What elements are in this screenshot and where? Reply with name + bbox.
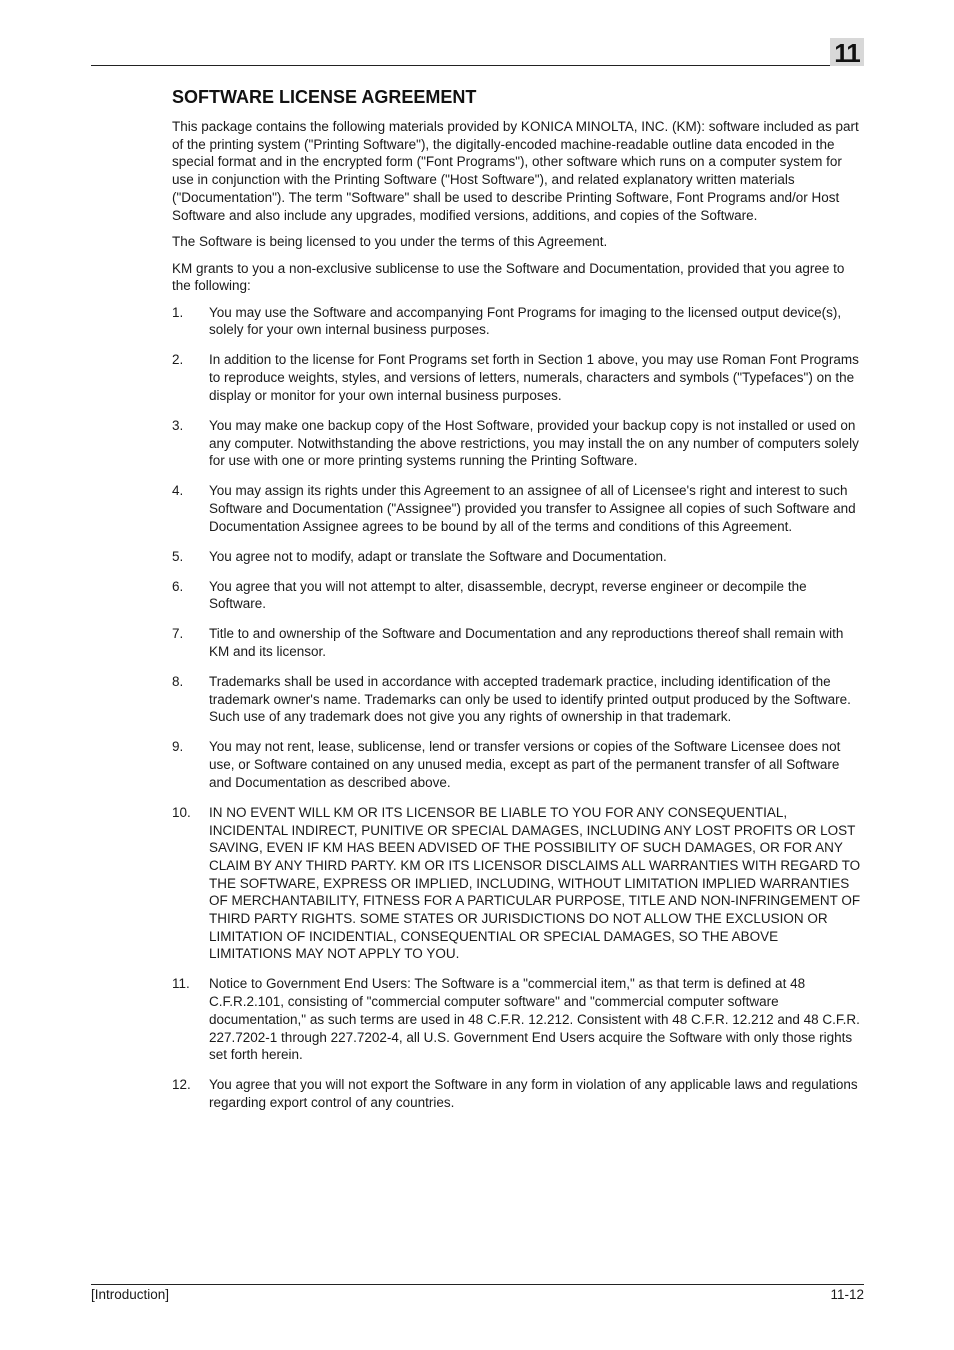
list-item — [172, 351, 864, 404]
list-item-number: 4. — [172, 483, 184, 499]
list-item — [172, 738, 864, 791]
list-item-text: Trademarks shall be used in accordance with accepted trademark practice, including identification of the trademark owner's name. Trademarks can only be used to identify printed output produced by the Software. Such use of any trademark does not give you any rights of ownership in that trademark. — [209, 674, 851, 725]
list-item — [172, 1076, 864, 1111]
list-item-text: Title to and ownership of the Software and Documentation and any reproductions thereof shall remain with KM and its licensor. — [209, 626, 844, 660]
list-item-number: 1. — [172, 304, 184, 320]
chapter-number-badge: 11 — [830, 38, 864, 66]
list-item — [172, 804, 864, 963]
list-item-number: 11. — [172, 976, 190, 992]
list-item-text: You agree that you will not export the Software in any form in violation of any applicable laws and regulations regarding export control of any countries. — [209, 1077, 858, 1110]
intro-paragraph: This package contains the following materials provided by KONICA MINOLTA, INC. (KM): software included as part of the printing system ("Printing Software"), the digitally-encoded machine-readable outline data encoded in the special format and in the encrypted form ("Font Programs"), other software which runs on a computer system for use in conjunction with the Printing Software ("Host Software"), and related explanatory written materials ("Documentation"). The term "Software" shall be used to describe Printing Software, Font Programs and/or Host Software and also include any upgrades, modified versions, additions, and copies of the Software. — [172, 119, 859, 223]
list-item-text: You agree that you will not attempt to alter, disassemble, decrypt, reverse engineer or decompile the Software. — [209, 578, 807, 612]
list-item-number: 5. — [172, 548, 184, 564]
header-rule — [91, 65, 864, 66]
list-item-number: 10. — [172, 804, 191, 820]
list-item-text: You may not rent, lease, sublicense, lend or transfer versions or copies of the Software Licensee does not use, or Software contained on any unused media, except as part of the permanent transfer of all Software and Documentation as described above. — [209, 739, 841, 790]
list-item-text: You may use the Software and accompanying Font Programs for imaging to the licensed output device(s), solely for your own internal business purposes. — [209, 304, 842, 338]
license-body — [172, 118, 864, 1124]
list-item-number: 6. — [172, 578, 184, 594]
list-item-number: 7. — [172, 626, 184, 642]
list-item-text: Notice to Government End Users: The Software is a "commercial item," as that term is defined at 48 C.F.R.2.101, consisting of "commercial computer software" and "commercial computer software documentation," as such terms are used in 48 C.F.R. 12.212. Consistent with 48 C.F.R. 12.212 and 48 C.F.R. 227.7202-1 through 227.7202-4, all U.S. Government End Users acquire the Software with only those rights set forth herein. — [209, 976, 860, 1063]
list-item-text: You may assign its rights under this Agreement to an assignee of all of Licensee's right and interest to such Software and Documentation ("Assignee") provided you transfer to Assignee all copies of such Software and Documentation Assignee agrees to be bound by all of the terms and conditions of this Agreement. — [209, 483, 856, 534]
licensed-terms-paragraph: The Software is being licensed to you under the terms of this Agreement. — [172, 234, 608, 250]
list-item — [172, 578, 864, 613]
terms-list — [172, 304, 864, 1112]
list-item-number: 8. — [172, 674, 184, 690]
list-item-number: 12. — [172, 1077, 191, 1093]
footer-page-number: 11-12 — [830, 1287, 864, 1302]
list-item-text: You may make one backup copy of the Host Software, provided your backup copy is not installed or used on any computer. Notwithstanding the above restrictions, you may install the on any number of computers solely for use with one or more printing systems running the Printing Software. — [209, 417, 859, 469]
list-item-text: You agree not to modify, adapt or translate the Software and Documentation. — [209, 548, 667, 564]
list-item-text: In addition to the license for Font Programs set forth in Section 1 above, you may use Roman Font Programs to reproduce weights, styles, and versions of letters, numerals, characters and symbols ("Typefaces") on the display or monitor for your own internal business purposes. — [209, 352, 859, 403]
grant-paragraph: KM grants to you a non-exclusive sublicense to use the Software and Documentation, provided that you agree to the following: — [172, 260, 845, 294]
list-item — [172, 304, 864, 339]
footer-rule — [91, 1284, 864, 1285]
list-item-number: 2. — [172, 352, 184, 368]
section-title: SOFTWARE LICENSE AGREEMENT — [172, 87, 477, 107]
list-item — [172, 625, 864, 660]
list-item-number: 3. — [172, 417, 184, 433]
list-item — [172, 673, 864, 726]
list-item — [172, 975, 864, 1064]
list-item — [172, 482, 864, 535]
list-item — [172, 417, 864, 470]
list-item-number: 9. — [172, 739, 184, 755]
footer-section-name: [Introduction] — [91, 1287, 170, 1302]
list-item — [172, 548, 864, 566]
list-item-text: IN NO EVENT WILL KM OR ITS LICENSOR BE LIABLE TO YOU FOR ANY CONSEQUENTIAL, INCIDENTAL INDIRECT, PUNITIVE OR SPECIAL DAMAGES, INCLUDING ANY LOST PROFITS OR LOST SAVING, EVEN IF KM HAS BEEN ADVISED OF THE POSSIBILITY OF SUCH DAMAGES, OR FOR ANY CLAIM BY ANY THIRD PARTY. KM OR ITS LICENSOR DISCLAIMS ALL WARRANTIES WITH REGARD TO THE SOFTWARE, EXPRESS OR IMPLIED, INCLUDING, WITHOUT LIMITATION IMPLIED WARRANTIES OF MERCHANTABILITY, FITNESS FOR A PARTICULAR PURPOSE, TITLE AND NON-INFRINGEMENT OF THIRD PARTY RIGHTS. SOME STATES OR JURISDICTIONS DO NOT ALLOW THE EXCLUSION OR LIMITATION OF INCIDENTIAL, CONSEQUENTIAL OR SPECIAL DAMAGES, SO THE ABOVE LIMITATIONS MAY NOT APPLY TO YOU. — [209, 804, 861, 962]
